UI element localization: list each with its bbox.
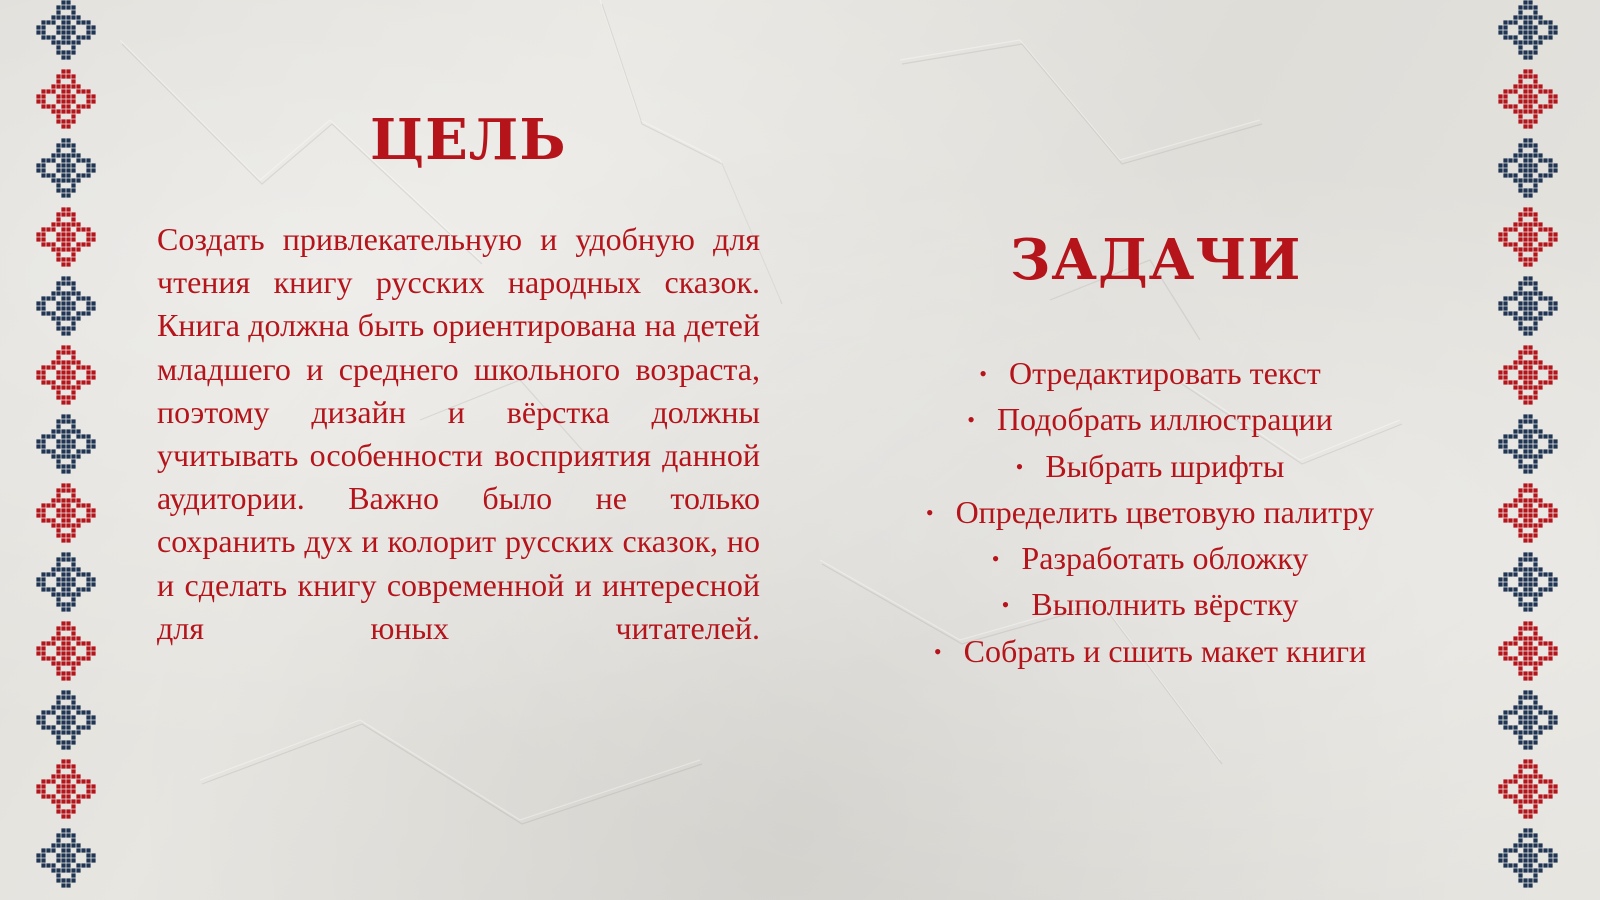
bullet-icon: • bbox=[1001, 592, 1010, 618]
cross-stitch-ornament-icon bbox=[1498, 0, 1558, 60]
cross-stitch-ornament-icon bbox=[36, 345, 96, 405]
bullet-icon: • bbox=[933, 638, 942, 664]
task-item bbox=[860, 583, 1440, 629]
bullet-icon: • bbox=[979, 361, 987, 387]
tasks-title: ЗАДАЧИ bbox=[1010, 227, 1302, 293]
task-item bbox=[860, 491, 1440, 537]
task-item bbox=[860, 630, 1440, 676]
left-ornament-border bbox=[36, 0, 96, 900]
bullet-icon: • bbox=[991, 546, 1000, 572]
task-label: Выполнить вёрстку bbox=[1031, 586, 1299, 623]
cross-stitch-ornament-icon bbox=[1498, 414, 1558, 474]
cross-stitch-ornament-icon bbox=[1498, 828, 1558, 888]
cross-stitch-ornament-icon bbox=[1498, 759, 1558, 819]
task-label: Разработать обложку bbox=[1021, 540, 1309, 576]
cross-stitch-ornament-icon bbox=[1498, 276, 1558, 336]
cross-stitch-ornament-icon bbox=[36, 483, 96, 543]
cross-stitch-ornament-icon bbox=[1498, 621, 1558, 681]
cross-stitch-ornament-icon bbox=[36, 276, 96, 336]
goal-title: ЦЕЛЬ bbox=[370, 107, 567, 173]
right-ornament-border bbox=[1498, 0, 1558, 900]
cross-stitch-ornament-icon bbox=[1498, 690, 1558, 750]
cross-stitch-ornament-icon bbox=[36, 414, 96, 474]
cross-stitch-ornament-icon bbox=[1498, 138, 1558, 198]
cross-stitch-ornament-icon bbox=[36, 0, 96, 60]
cross-stitch-ornament-icon bbox=[36, 621, 96, 681]
cross-stitch-ornament-icon bbox=[1498, 69, 1558, 129]
cross-stitch-ornament-icon bbox=[36, 690, 96, 750]
task-item bbox=[860, 445, 1440, 491]
cross-stitch-ornament-icon bbox=[36, 69, 96, 129]
cross-stitch-ornament-icon bbox=[36, 207, 96, 267]
task-label: Подобрать иллюстрации bbox=[996, 401, 1333, 438]
bullet-icon: • bbox=[1015, 453, 1024, 479]
cross-stitch-ornament-icon bbox=[36, 552, 96, 612]
cross-stitch-ornament-icon bbox=[1498, 552, 1558, 612]
goal-text: Создать привлекательную и удобную для чтения книгу русских народных сказок. Книга должна быть ориентирована на детей младшего и среднего школьного возраста, поэтому дизайн и вёрстка должны учитывать особенности восприятия данной аудитории. Важно было не только сохранить дух и колорит русских сказок, но и сделать книгу современной и интересной для юных читателей. bbox=[157, 221, 760, 646]
cross-stitch-ornament-icon bbox=[36, 828, 96, 888]
cross-stitch-ornament-icon bbox=[36, 138, 96, 198]
task-item bbox=[860, 398, 1440, 444]
bullet-icon: • bbox=[967, 407, 975, 433]
cross-stitch-ornament-icon bbox=[1498, 345, 1558, 405]
task-label: Отредактировать текст bbox=[1008, 355, 1321, 391]
bullet-icon: • bbox=[925, 499, 934, 525]
cross-stitch-ornament-icon bbox=[36, 759, 96, 819]
task-item bbox=[860, 537, 1440, 583]
task-label: Определить цветовую палитру bbox=[955, 493, 1375, 530]
tasks-list bbox=[860, 352, 1440, 676]
task-label: Собрать и сшить макет книги bbox=[963, 632, 1367, 669]
task-item bbox=[860, 352, 1440, 398]
cross-stitch-ornament-icon bbox=[1498, 207, 1558, 267]
task-label: Выбрать шрифты bbox=[1045, 447, 1285, 484]
cross-stitch-ornament-icon bbox=[1498, 483, 1558, 543]
